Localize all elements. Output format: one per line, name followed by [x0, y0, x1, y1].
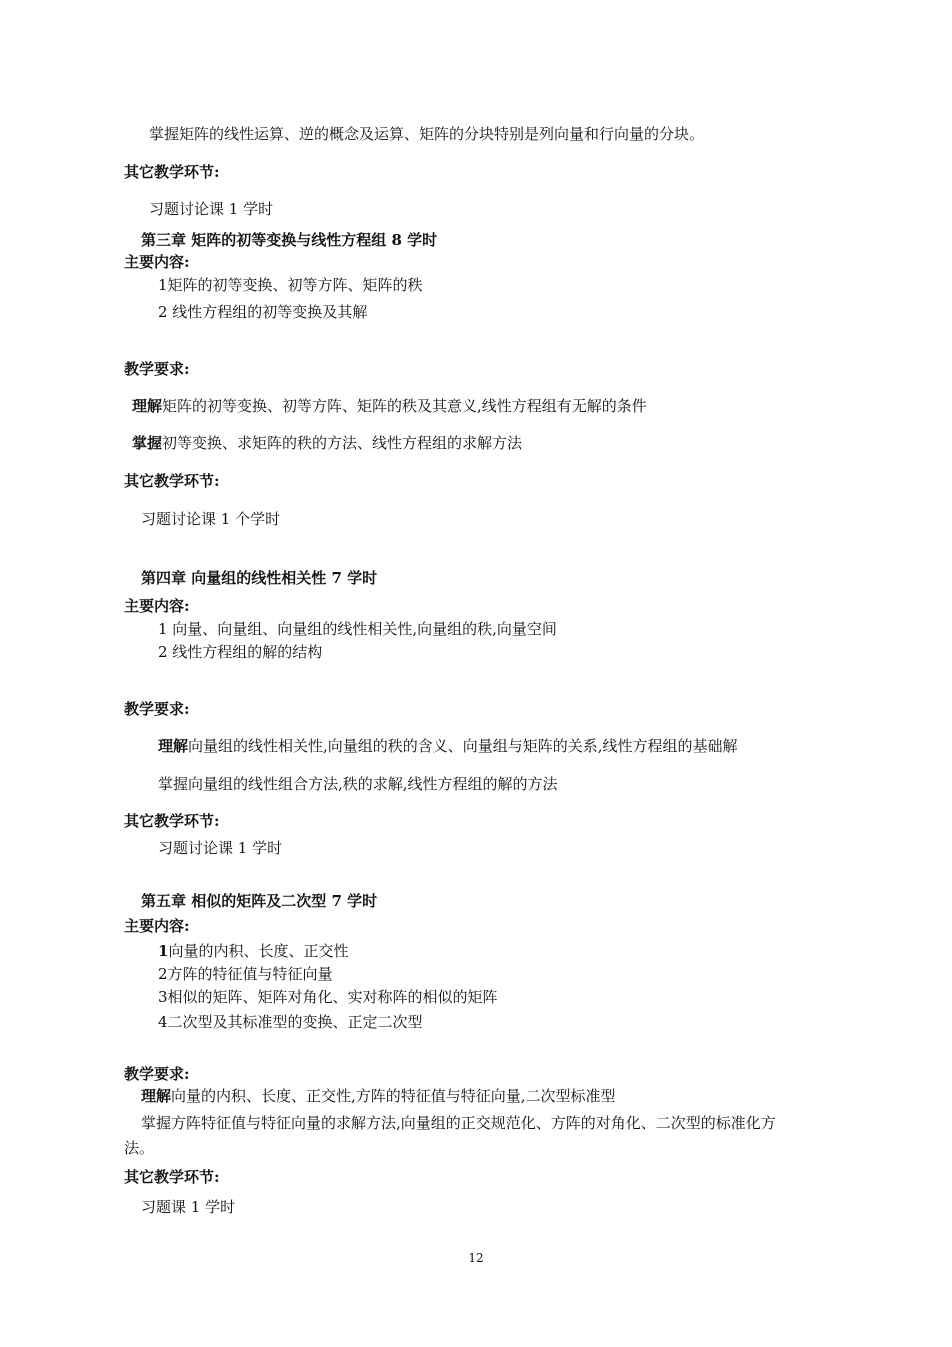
- text-line: 习题课 1 学时: [141, 1198, 236, 1216]
- section-heading: 主要内容:: [124, 917, 190, 935]
- section-heading: 其它教学环节:: [124, 163, 220, 181]
- list-item: 1矩阵的初等变换、初等方阵、矩阵的秩: [158, 276, 423, 294]
- list-item: 2方阵的特征值与特征向量: [158, 965, 333, 983]
- list-item: 1 向量、向量组、向量组的线性相关性,向量组的秩,向量空间: [158, 620, 557, 638]
- list-item: 2 线性方程组的解的结构: [158, 643, 323, 661]
- text-line: [132, 433, 522, 453]
- text-span: 初等变换、求矩阵的秩的方法、线性方程组的求解方法: [162, 434, 523, 452]
- section-heading: 主要内容:: [124, 253, 190, 271]
- list-item: 4二次型及其标准型的变换、正定二次型: [158, 1013, 423, 1031]
- text-line: 掌握矩阵的线性运算、逆的概念及运算、矩阵的分块特别是列向量和行向量的分块。: [149, 125, 705, 143]
- chapter-heading: 第五章 相似的矩阵及二次型 7 学时: [141, 892, 378, 910]
- text-line: 习题讨论课 1 学时: [149, 200, 274, 218]
- text-line: 法。: [124, 1139, 155, 1157]
- text-line: [132, 396, 647, 416]
- text-line: [158, 736, 738, 756]
- section-heading: 其它教学环节:: [124, 1168, 220, 1186]
- section-heading: 教学要求:: [124, 360, 190, 378]
- section-heading: 其它教学环节:: [124, 812, 220, 830]
- section-heading: 其它教学环节:: [124, 472, 220, 490]
- text-span: 矩阵的初等变换、初等方阵、矩阵的秩及其意义,线性方程组有无解的条件: [162, 397, 647, 415]
- list-item: [158, 941, 348, 961]
- emphasis: 理解: [141, 1087, 172, 1105]
- emphasis: 掌握: [132, 434, 163, 452]
- text-span: 向量的内积、长度、正交性: [168, 942, 349, 960]
- chapter-heading: 第四章 向量组的线性相关性 7 学时: [141, 569, 378, 587]
- text-line: 掌握向量组的线性组合方法,秩的求解,线性方程组的解的方法: [158, 775, 558, 793]
- text-line: 习题讨论课 1 学时: [158, 839, 283, 857]
- text-line: 习题讨论课 1 个学时: [141, 510, 281, 528]
- text-line: [141, 1086, 616, 1106]
- text-span: 向量组的线性相关性,向量组的秩的含义、向量组与矩阵的关系,线性方程组的基础解: [188, 737, 738, 755]
- list-item: 2 线性方程组的初等变换及其解: [158, 303, 368, 321]
- list-number: 1: [158, 942, 169, 960]
- text-span: 向量的内积、长度、正交性,方阵的特征值与特征向量,二次型标准型: [171, 1087, 616, 1105]
- emphasis: 理解: [132, 397, 163, 415]
- section-heading: 教学要求:: [124, 700, 190, 718]
- page-number: 12: [468, 1251, 484, 1265]
- section-heading: 主要内容:: [124, 597, 190, 615]
- list-item: 3相似的矩阵、矩阵对角化、实对称阵的相似的矩阵: [158, 988, 498, 1006]
- section-heading: 教学要求:: [124, 1065, 190, 1083]
- emphasis: 理解: [158, 737, 189, 755]
- text-line: 掌握方阵特征值与特征向量的求解方法,向量组的正交规范化、方阵的对角化、二次型的标准化方: [141, 1114, 776, 1132]
- chapter-heading: 第三章 矩阵的初等变换与线性方程组 8 学时: [141, 231, 438, 249]
